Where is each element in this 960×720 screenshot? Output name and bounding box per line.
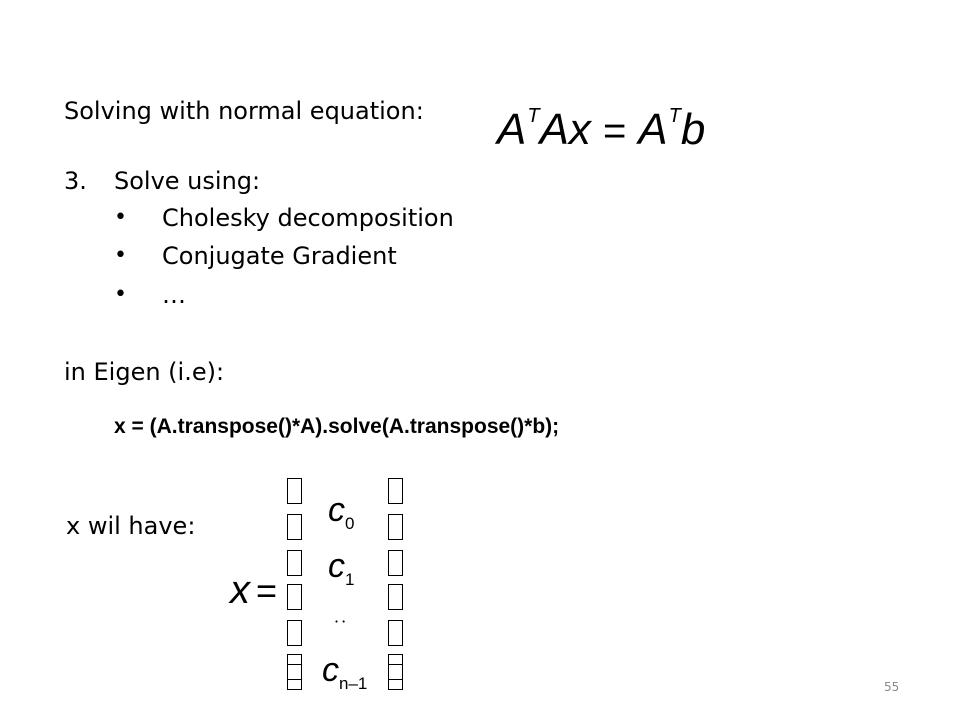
right-bracket-piece — [388, 584, 403, 610]
left-bracket-piece — [287, 514, 302, 540]
eq-lhs-a: A — [497, 105, 527, 154]
entry-subscript: n–1 — [339, 674, 368, 693]
eigen-label: in Eigen (i.e): — [64, 358, 225, 386]
entry-subscript: 0 — [345, 514, 355, 533]
right-bracket-piece — [388, 514, 403, 540]
vector-lhs — [230, 566, 283, 615]
entry-symbol: c — [328, 547, 345, 585]
step-number: 3. — [64, 167, 87, 195]
eq-rhs-rest: b — [680, 105, 706, 154]
left-bracket-piece — [287, 584, 302, 610]
vector-equals: = — [256, 570, 278, 611]
bullet-marker: • — [114, 205, 127, 230]
entry-symbol: c — [322, 651, 339, 689]
eq-rhs-transpose: T — [668, 105, 681, 127]
eq-equals: = — [602, 109, 627, 153]
eq-rhs-a: A — [638, 105, 668, 154]
right-bracket-piece — [388, 620, 403, 646]
bullet-marker: • — [114, 243, 127, 268]
left-bracket-piece — [287, 478, 302, 504]
page-number: 55 — [884, 680, 900, 694]
bullet-item-cholesky: Cholesky decomposition — [162, 204, 454, 232]
x-label: x wil have: — [66, 512, 196, 540]
right-bracket-piece — [388, 664, 403, 690]
entry-subscript: 1 — [345, 570, 355, 589]
bullet-item-ellipsis: … — [162, 281, 186, 309]
bullet-marker: • — [114, 282, 127, 307]
bullet-item-conjugate-gradient: Conjugate Gradient — [162, 242, 397, 270]
right-bracket-piece — [388, 550, 403, 576]
vector-entry-cn-1 — [322, 650, 367, 704]
vector-entry-c0 — [328, 490, 354, 544]
left-bracket-piece — [287, 620, 302, 646]
normal-equation — [497, 92, 705, 155]
vector-entry-dots: ·· — [334, 612, 349, 631]
left-bracket-piece — [287, 550, 302, 576]
heading-text: Solving with normal equation: — [64, 97, 424, 125]
eq-lhs-transpose: T — [527, 105, 540, 127]
left-bracket-piece — [287, 664, 302, 690]
step-label: Solve using: — [114, 167, 261, 195]
vector-entry-c1 — [328, 546, 354, 600]
eq-lhs-rest: Ax — [539, 105, 591, 154]
right-bracket-piece — [388, 478, 403, 504]
vector-x: x — [230, 568, 250, 612]
entry-symbol: c — [328, 491, 345, 529]
code-line: x = (A.transpose()*A).solve(A.transpose()*b); — [114, 415, 560, 438]
